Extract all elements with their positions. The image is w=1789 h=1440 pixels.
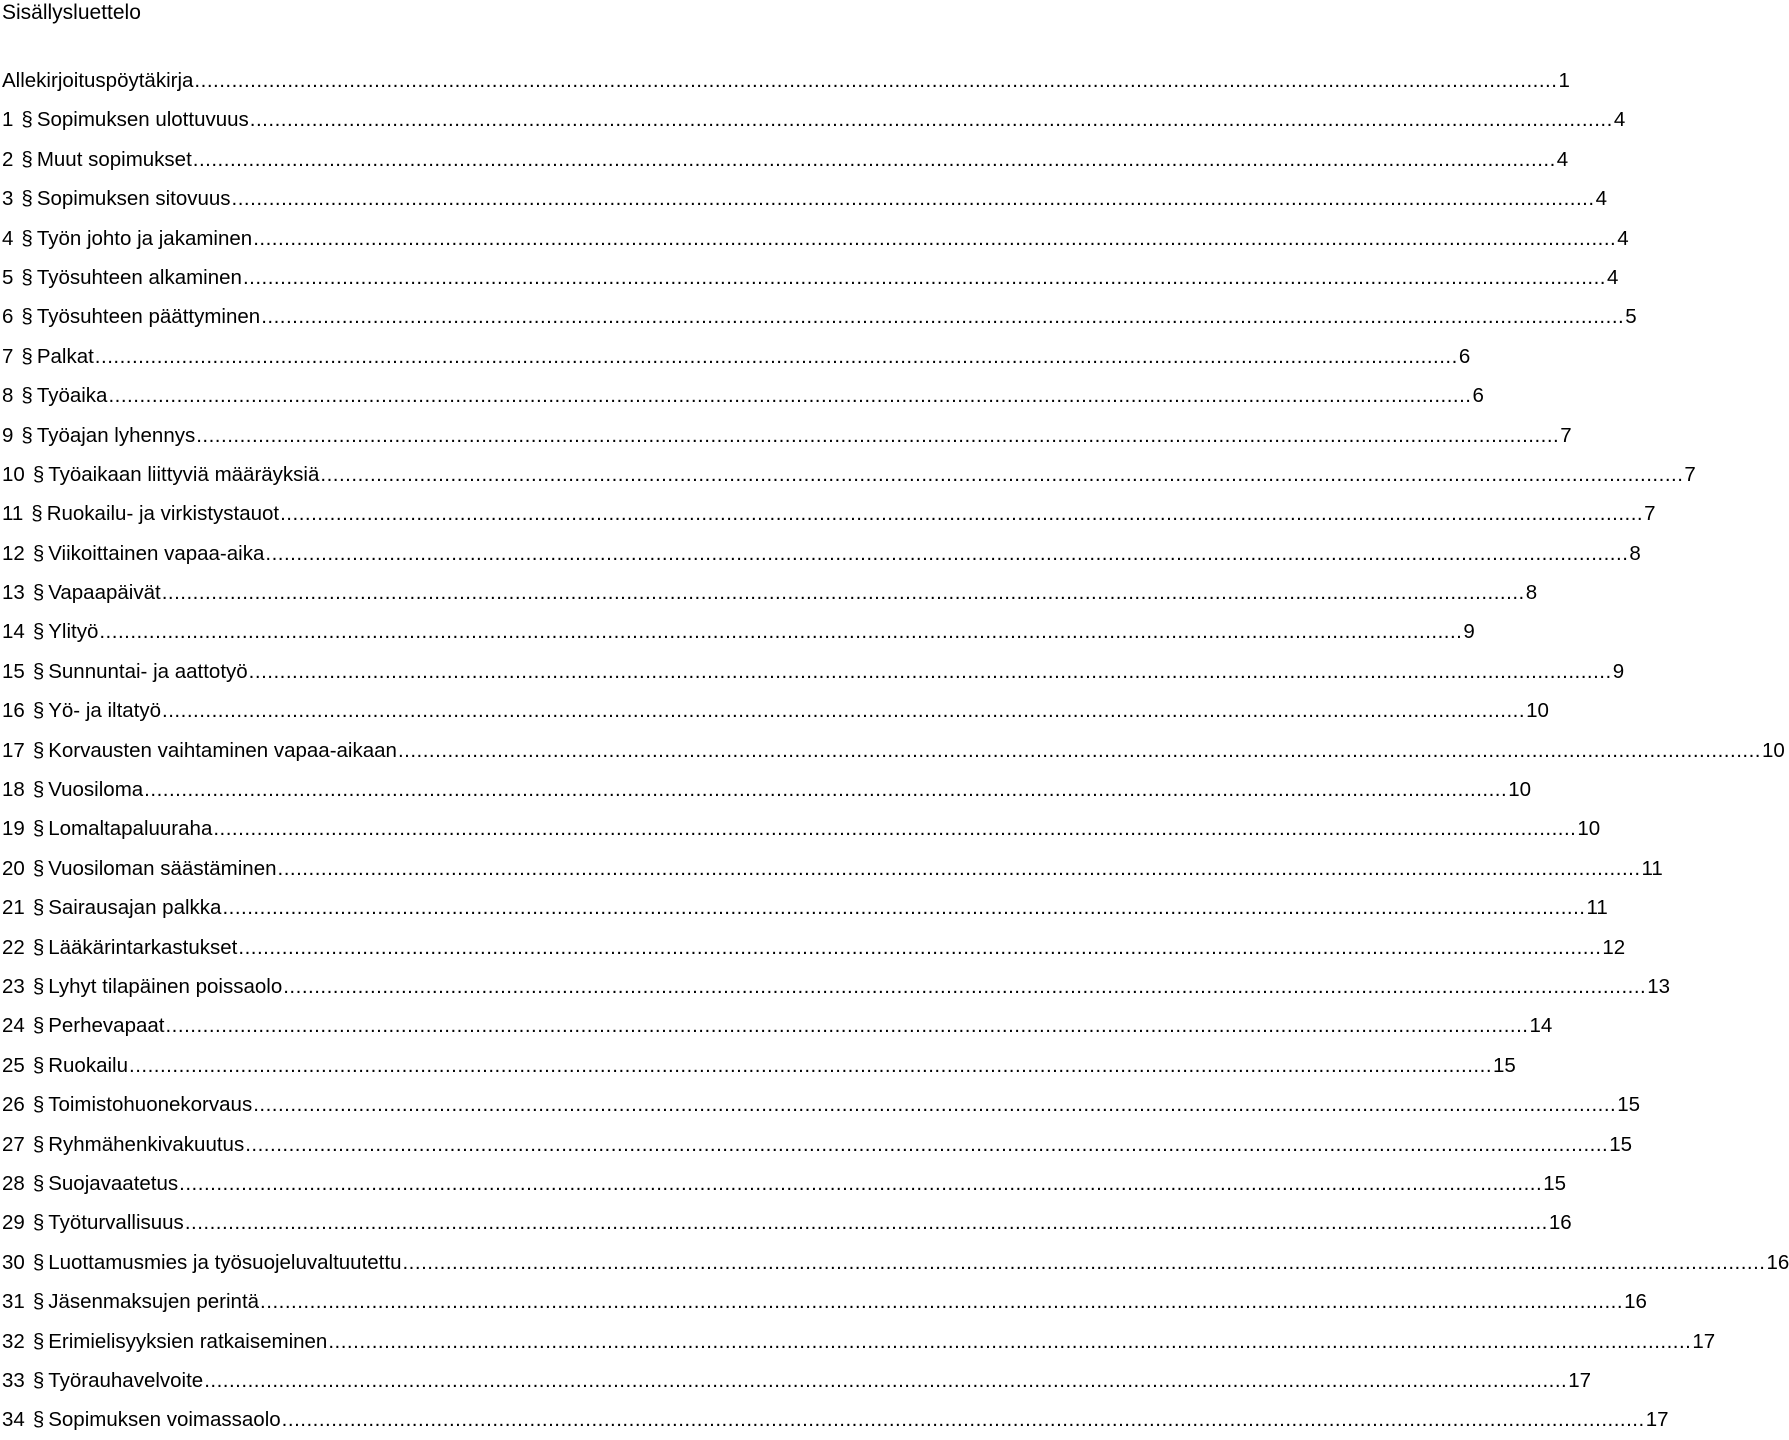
toc-section-number: 9: [2, 423, 14, 447]
toc-section-number: 25: [2, 1053, 25, 1077]
section-sign-icon: §: [32, 581, 45, 605]
toc-entry[interactable]: [2, 1046, 1516, 1085]
dot-leader: ............................................................................................................................................................................................................................: [165, 1014, 1529, 1038]
section-sign-icon: §: [32, 699, 45, 723]
toc-section-number: 10: [2, 462, 25, 486]
section-sign-icon: §: [21, 265, 33, 289]
toc-entry[interactable]: [2, 1361, 1592, 1400]
toc-entry-text: [2, 1085, 252, 1124]
toc-section-number: 12: [2, 541, 25, 565]
section-sign-icon: §: [32, 1171, 45, 1195]
toc-entry-text: [2, 1322, 327, 1361]
toc-section-number: 30: [2, 1250, 25, 1274]
toc-entry[interactable]: [2, 1203, 1572, 1242]
dot-leader: ............................................................................................................................................................................................................................: [248, 659, 1612, 683]
toc-page-number: 11: [1586, 896, 1608, 920]
toc-page-number: 4: [1556, 147, 1569, 171]
toc-entry[interactable]: [2, 1322, 1716, 1361]
toc-entry[interactable]: [2, 573, 1538, 612]
toc-page-number: 17: [1645, 1408, 1669, 1432]
section-sign-icon: §: [32, 1053, 45, 1077]
toc-page-number: 10: [1577, 817, 1601, 841]
toc-page-number: 13: [1647, 974, 1671, 998]
toc-entry-title: Lyhyt tilapäinen poissaolo: [48, 974, 283, 998]
toc-entry[interactable]: [2, 967, 1671, 1006]
dot-leader: ............................................................................................................................................................................................................................: [179, 1171, 1543, 1195]
toc-section-number: 32: [2, 1329, 25, 1353]
section-sign-icon: §: [32, 856, 45, 880]
dot-leader: ............................................................................................................................................................................................................................: [397, 738, 1761, 762]
toc-entry-title: Työrauhavelvoite: [48, 1368, 204, 1392]
dot-leader: ............................................................................................................................................................................................................................: [94, 344, 1458, 368]
toc-page-number: 16: [1766, 1250, 1789, 1274]
dot-leader: ............................................................................................................................................................................................................................: [249, 108, 1613, 132]
toc-section-number: 11: [2, 502, 24, 526]
toc-entry[interactable]: [2, 376, 1484, 415]
toc-entry-text: [2, 1400, 281, 1439]
dot-leader: ............................................................................................................................................................................................................................: [204, 1368, 1568, 1392]
toc-entry-text: [2, 376, 107, 415]
toc-page-number: 10: [1508, 778, 1532, 802]
toc-section-number: 31: [2, 1290, 25, 1314]
dot-leader: ............................................................................................................................................................................................................................: [192, 147, 1556, 171]
toc-page-number: 12: [1602, 935, 1626, 959]
toc-entry-title: Yö- ja iltatyö: [48, 699, 162, 723]
toc-entry-text: [2, 494, 279, 533]
toc-page-number: 15: [1543, 1171, 1566, 1195]
toc-page-number: 4: [1617, 226, 1629, 250]
toc-entry[interactable]: [2, 652, 1625, 691]
dot-leader: ............................................................................................................................................................................................................................: [261, 305, 1625, 329]
toc-entry-title: Palkat: [36, 344, 94, 368]
toc-entry-title: Ruokailu- ja virkistystauot: [46, 502, 280, 526]
toc-section-number: 1: [2, 108, 14, 132]
dot-leader: ............................................................................................................................................................................................................................: [260, 1290, 1624, 1314]
toc-page-number: 17: [1568, 1368, 1592, 1392]
section-sign-icon: §: [32, 1290, 45, 1314]
dot-leader: ............................................................................................................................................................................................................................: [213, 817, 1577, 841]
toc-entry-text: [2, 140, 192, 179]
toc-entry[interactable]: [2, 179, 1607, 218]
section-sign-icon: §: [32, 738, 45, 762]
dot-leader: ............................................................................................................................................................................................................................: [242, 265, 1606, 289]
toc-entry-title: Ryhmähenkivakuutus: [48, 1132, 245, 1156]
dot-leader: ............................................................................................................................................................................................................................: [231, 187, 1595, 211]
toc-entry-title: Muut sopimukset: [36, 147, 192, 171]
toc-entry[interactable]: [2, 691, 1549, 730]
section-sign-icon: §: [32, 541, 45, 565]
toc-section-number: 15: [2, 659, 25, 683]
toc-entry-text: [2, 967, 282, 1006]
toc-section-number: 6: [2, 305, 14, 329]
toc-entry[interactable]: [2, 140, 1569, 179]
section-sign-icon: §: [32, 1093, 45, 1117]
dot-leader: ............................................................................................................................................................................................................................: [280, 502, 1644, 526]
toc-entry[interactable]: [2, 770, 1532, 809]
toc-page-number: 16: [1624, 1290, 1647, 1314]
toc-entry[interactable]: [2, 258, 1619, 297]
toc-page-number: 9: [1612, 659, 1625, 683]
toc-page-number: 8: [1525, 581, 1538, 605]
toc-entry-text: [2, 416, 195, 455]
toc-section-number: 18: [2, 778, 25, 802]
toc-entry[interactable]: [2, 100, 1626, 139]
toc-entry-title: Perhevapaat: [48, 1014, 165, 1038]
toc-entry-text: [2, 337, 94, 376]
toc-entry-title: Toimistohuonekorvaus: [48, 1093, 253, 1117]
toc-entry-text: [2, 219, 252, 258]
section-sign-icon: §: [32, 620, 45, 644]
toc-section-number: 34: [2, 1408, 25, 1432]
toc-section-number: 22: [2, 935, 25, 959]
toc-entry[interactable]: [2, 494, 1656, 533]
dot-leader: ............................................................................................................................................................................................................................: [184, 1211, 1548, 1235]
section-sign-icon: §: [21, 423, 33, 447]
toc-section-number: 4: [2, 226, 14, 250]
toc-entry-text: [2, 1243, 401, 1282]
toc-section-number: 19: [2, 817, 25, 841]
dot-leader: ............................................................................................................................................................................................................................: [253, 1093, 1617, 1117]
section-sign-icon: §: [32, 462, 45, 486]
section-sign-icon: §: [32, 935, 45, 959]
toc-entry[interactable]: [2, 219, 1629, 258]
section-sign-icon: §: [21, 108, 33, 132]
toc-entry-title: Työsuhteen alkaminen: [36, 265, 242, 289]
toc-entry-text: [2, 61, 193, 100]
toc-entry-title: Ruokailu: [48, 1053, 128, 1077]
dot-leader: ............................................................................................................................................................................................................................: [222, 896, 1586, 920]
section-sign-icon: §: [32, 659, 45, 683]
toc-page-number: 16: [1548, 1211, 1572, 1235]
toc-entry-title: Sopimuksen sitovuus: [36, 187, 231, 211]
toc-page-number: 1: [1558, 69, 1570, 92]
toc-page-number: 15: [1493, 1053, 1516, 1077]
toc-page-number: 7: [1644, 502, 1656, 526]
toc-entry-text: [2, 455, 319, 494]
toc-entry-title: Työturvallisuus: [48, 1211, 184, 1235]
toc-section-number: 16: [2, 699, 25, 723]
toc-page-number: 15: [1609, 1132, 1633, 1156]
toc-section-number: 3: [2, 187, 14, 211]
section-sign-icon: §: [21, 384, 33, 408]
toc-entry-title: Työaikaan liittyviä määräyksiä: [48, 462, 320, 486]
toc-entry[interactable]: [2, 61, 1570, 100]
section-sign-icon: §: [32, 974, 45, 998]
toc-heading: Sisällysluettelo: [2, 1, 141, 24]
toc-entry[interactable]: [2, 1006, 1553, 1045]
toc-page-number: 4: [1606, 265, 1619, 289]
toc-entry-text: [2, 1203, 184, 1242]
toc-list: [2, 61, 1789, 1440]
toc-entry-text: [2, 258, 242, 297]
dot-leader: ............................................................................................................................................................................................................................: [162, 699, 1526, 723]
section-sign-icon: §: [32, 1132, 45, 1156]
toc-entry-title: Sunnuntai- ja aattotyö: [48, 659, 248, 683]
toc-entry-text: [2, 849, 277, 888]
dot-leader: ............................................................................................................................................................................................................................: [129, 1053, 1493, 1077]
section-sign-icon: §: [31, 502, 43, 526]
toc-entry-title: Suojavaatetus: [48, 1171, 179, 1195]
toc-entry-title: Lomaltapaluuraha: [48, 817, 213, 841]
toc-section-number: 8: [2, 384, 14, 408]
toc-page-number: 7: [1684, 462, 1696, 486]
dot-leader: ............................................................................................................................................................................................................................: [402, 1250, 1766, 1274]
section-sign-icon: §: [32, 896, 45, 920]
section-sign-icon: §: [32, 1368, 45, 1392]
toc-page-number: 15: [1617, 1093, 1641, 1117]
toc-entry-title: Erimielisyyksien ratkaiseminen: [48, 1329, 328, 1353]
toc-entry-title: Vapaapäivät: [48, 581, 161, 605]
toc-entry-title: Vuosiloma: [48, 778, 144, 802]
toc-page-number: 7: [1560, 423, 1572, 447]
toc-entry-title: Allekirjoituspöytäkirja: [2, 69, 194, 92]
toc-section-number: 2: [2, 147, 14, 171]
toc-entry-title: Vuosiloman säästäminen: [48, 856, 277, 880]
dot-leader: ............................................................................................................................................................................................................................: [196, 423, 1560, 447]
section-sign-icon: §: [32, 778, 45, 802]
toc-page-number: 4: [1595, 187, 1607, 211]
toc-entry-title: Lääkärintarkastukset: [48, 935, 238, 959]
toc-entry-title: Työajan lyhennys: [36, 423, 196, 447]
dot-leader: ............................................................................................................................................................................................................................: [99, 620, 1463, 644]
toc-section-number: 26: [2, 1093, 25, 1117]
toc-section-number: 14: [2, 620, 25, 644]
toc-section-number: 7: [2, 344, 14, 368]
toc-entry-text: [2, 534, 264, 573]
toc-entry[interactable]: [2, 849, 1663, 888]
toc-entry-text: [2, 1046, 128, 1085]
dot-leader: ............................................................................................................................................................................................................................: [320, 462, 1684, 486]
toc-entry-title: Sopimuksen ulottuvuus: [36, 108, 249, 132]
toc-entry-text: [2, 809, 212, 848]
toc-entry-title: Sopimuksen voimassaolo: [48, 1408, 281, 1432]
toc-entry[interactable]: [2, 1164, 1566, 1203]
section-sign-icon: §: [21, 344, 33, 368]
toc-entry-text: [2, 100, 249, 139]
toc-entry-title: Jäsenmaksujen perintä: [48, 1290, 260, 1314]
toc-page-number: 11: [1641, 856, 1663, 880]
dot-leader: ............................................................................................................................................................................................................................: [194, 69, 1558, 92]
toc-entry-text: [2, 770, 143, 809]
dot-leader: ............................................................................................................................................................................................................................: [161, 581, 1525, 605]
toc-entry-text: [2, 1125, 244, 1164]
dot-leader: ............................................................................................................................................................................................................................: [238, 935, 1602, 959]
toc-section-number: 13: [2, 581, 25, 605]
toc-entry[interactable]: [2, 297, 1637, 336]
toc-entry[interactable]: [2, 416, 1572, 455]
toc-entry[interactable]: [2, 888, 1608, 927]
toc-entry-text: [2, 179, 231, 218]
toc-page-number: 5: [1625, 305, 1637, 329]
toc-entry[interactable]: [2, 455, 1696, 494]
toc-entry[interactable]: [2, 1085, 1641, 1124]
toc-entry-text: [2, 297, 260, 336]
dot-leader: ............................................................................................................................................................................................................................: [265, 541, 1629, 565]
toc-section-number: 28: [2, 1171, 25, 1195]
dot-leader: ............................................................................................................................................................................................................................: [281, 1408, 1645, 1432]
toc-section-number: 17: [2, 738, 25, 762]
section-sign-icon: §: [32, 1408, 45, 1432]
toc-section-number: 27: [2, 1132, 25, 1156]
toc-section-number: 23: [2, 974, 25, 998]
section-sign-icon: §: [32, 817, 45, 841]
toc-entry-text: [2, 652, 248, 691]
toc-entry[interactable]: [2, 534, 1641, 573]
toc-entry[interactable]: [2, 1125, 1633, 1164]
section-sign-icon: §: [21, 305, 33, 329]
toc-entry[interactable]: [2, 1400, 1669, 1439]
toc-entry-title: Työaika: [36, 384, 108, 408]
toc-entry-text: [2, 731, 397, 770]
toc-entry-text: [2, 928, 237, 967]
toc-entry-text: [2, 612, 98, 651]
section-sign-icon: §: [21, 226, 33, 250]
toc-entry-text: [2, 1164, 178, 1203]
toc-entry-title: Viikoittainen vapaa-aika: [48, 541, 265, 565]
toc-entry[interactable]: [2, 928, 1626, 967]
toc-section-number: 5: [2, 265, 14, 289]
toc-section-number: 33: [2, 1368, 25, 1392]
toc-page-number: 8: [1629, 541, 1641, 565]
toc-entry[interactable]: [2, 731, 1785, 770]
dot-leader: ............................................................................................................................................................................................................................: [144, 778, 1508, 802]
toc-page-number: 6: [1458, 344, 1471, 368]
toc-entry-title: Ylityö: [48, 620, 99, 644]
toc-entry[interactable]: [2, 1282, 1647, 1321]
toc-entry-text: [2, 573, 161, 612]
toc-page-number: 10: [1761, 738, 1785, 762]
toc-section-number: 29: [2, 1211, 25, 1235]
toc-entry-text: [2, 1006, 164, 1045]
toc-entry-text: [2, 691, 161, 730]
toc-entry[interactable]: [2, 337, 1471, 376]
toc-entry-title: Sairausajan palkka: [48, 896, 222, 920]
dot-leader: ............................................................................................................................................................................................................................: [253, 226, 1617, 250]
section-sign-icon: §: [32, 1211, 45, 1235]
dot-leader: ............................................................................................................................................................................................................................: [277, 856, 1641, 880]
section-sign-icon: §: [32, 1014, 45, 1038]
toc-page-number: 9: [1463, 620, 1475, 644]
toc-entry-title: Työn johto ja jakaminen: [36, 226, 253, 250]
toc-entry-title: Luottamusmies ja työsuojeluvaltuutettu: [48, 1250, 402, 1274]
toc-section-number: 20: [2, 856, 25, 880]
section-sign-icon: §: [21, 187, 33, 211]
dot-leader: ............................................................................................................................................................................................................................: [283, 974, 1647, 998]
toc-page-number: 10: [1526, 699, 1549, 723]
toc-section-number: 24: [2, 1014, 25, 1038]
dot-leader: ............................................................................................................................................................................................................................: [245, 1132, 1609, 1156]
toc-page-number: 17: [1692, 1329, 1716, 1353]
section-sign-icon: §: [21, 147, 33, 171]
toc-entry-title: Työsuhteen päättyminen: [36, 305, 261, 329]
toc-section-number: 21: [2, 896, 25, 920]
section-sign-icon: §: [32, 1250, 45, 1274]
toc-page-number: 14: [1529, 1014, 1553, 1038]
toc-entry-text: [2, 1361, 203, 1400]
toc-entry-text: [2, 888, 221, 927]
dot-leader: ............................................................................................................................................................................................................................: [108, 384, 1472, 408]
toc-page-number: 4: [1613, 108, 1626, 132]
toc-entry-title: Korvausten vaihtaminen vapaa-aikaan: [48, 738, 397, 762]
toc-entry-text: [2, 1282, 259, 1321]
section-sign-icon: §: [32, 1329, 45, 1353]
toc-entry[interactable]: [2, 612, 1475, 651]
toc-page-number: 6: [1472, 384, 1484, 408]
toc-entry[interactable]: [2, 809, 1601, 848]
dot-leader: ............................................................................................................................................................................................................................: [328, 1329, 1692, 1353]
toc-entry[interactable]: [2, 1243, 1789, 1282]
